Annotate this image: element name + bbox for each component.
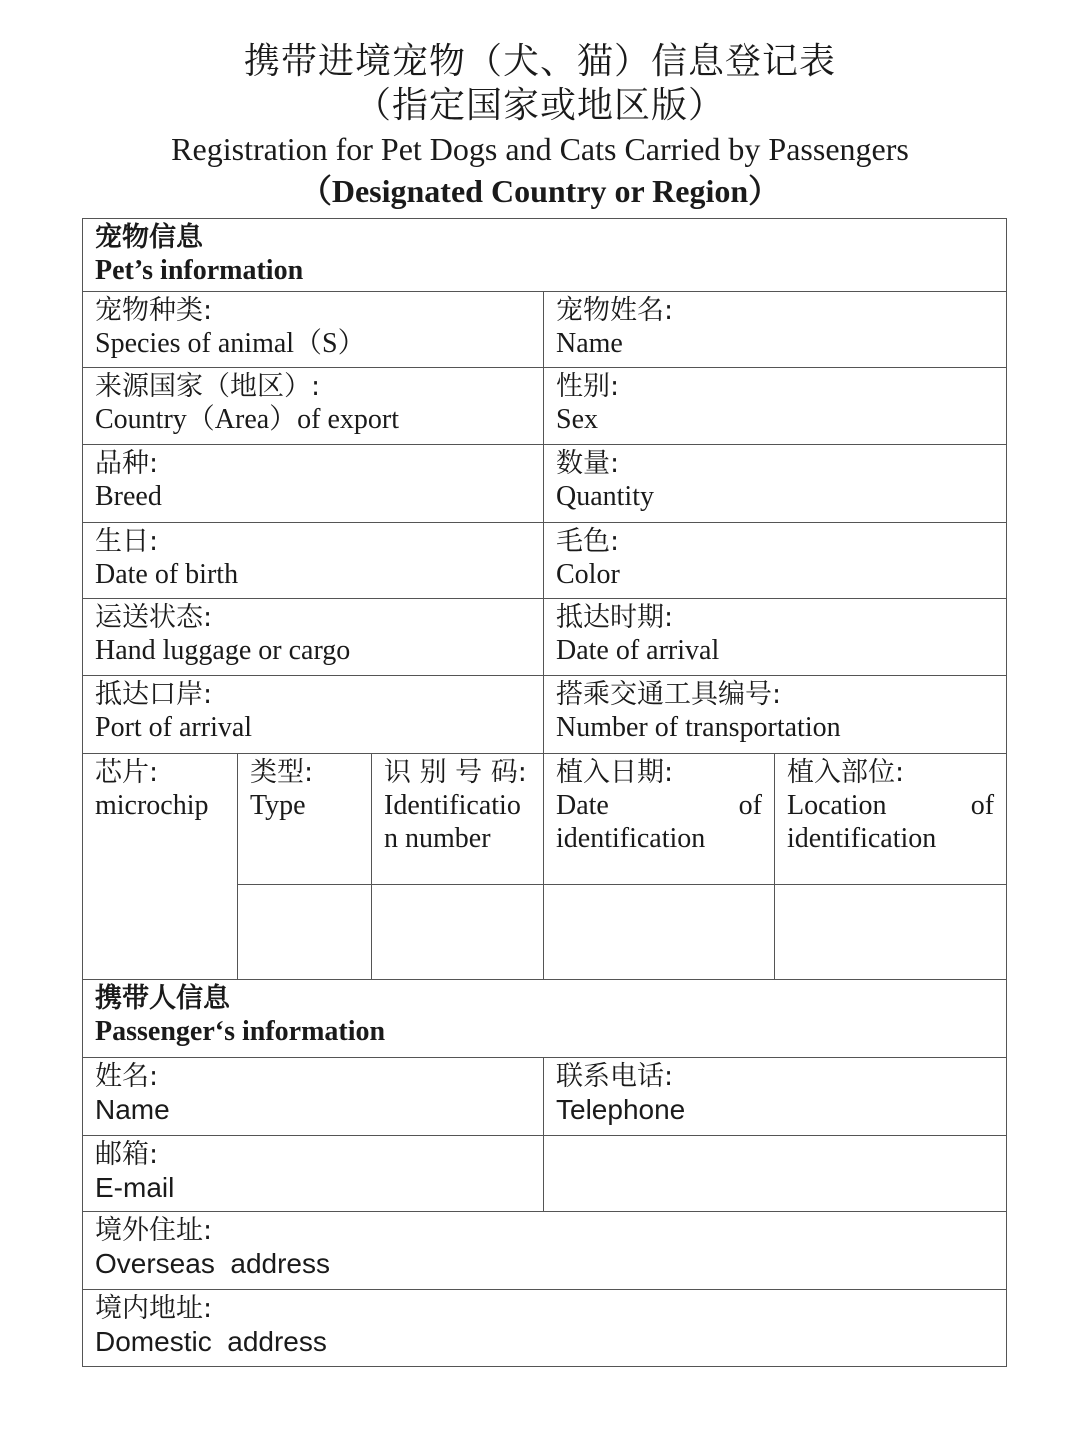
chip-id-input[interactable] bbox=[372, 885, 544, 980]
birth-field[interactable] bbox=[83, 523, 544, 599]
passenger-name-label-cn: 姓名: bbox=[95, 1061, 159, 1092]
implant-location-label-cn: 植入部位: bbox=[787, 757, 905, 788]
implant-location-input[interactable] bbox=[775, 885, 1007, 980]
title-cn-line2: （指定国家或地区版） bbox=[354, 85, 725, 126]
table-row bbox=[83, 1290, 1007, 1367]
table-row bbox=[83, 1212, 1007, 1290]
sex-field[interactable] bbox=[544, 368, 1007, 445]
implant-location-header bbox=[775, 754, 1007, 885]
microchip-header-row bbox=[83, 754, 1007, 885]
overseas-address-field[interactable] bbox=[83, 1212, 1007, 1290]
pet-section-title-cn: 宠物信息 bbox=[95, 222, 203, 253]
email-label-en: E-mail bbox=[95, 1172, 175, 1203]
country-label-en: Country（Area）of export bbox=[95, 404, 400, 435]
transport-number-label-cn: 搭乘交通工具编号: bbox=[556, 679, 782, 710]
transport-status-label-cn: 运送状态: bbox=[95, 602, 213, 633]
pet-section-row bbox=[83, 219, 1007, 292]
transport-status-label-en: Hand luggage or cargo bbox=[95, 635, 351, 666]
chip-type-label-en: Type bbox=[250, 790, 306, 821]
microchip-label-cell bbox=[83, 754, 238, 980]
table-row bbox=[83, 1136, 1007, 1212]
port-label-en: Port of arrival bbox=[95, 712, 253, 743]
species-field[interactable] bbox=[83, 292, 544, 368]
table-row bbox=[83, 368, 1007, 445]
domestic-address-label-cn: 境内地址: bbox=[95, 1293, 213, 1324]
title-cn-line1: 携带进境宠物（犬、猫）信息登记表 bbox=[243, 41, 836, 82]
chip-id-label-cn: 识 别 号 码: bbox=[384, 757, 527, 788]
transport-number-label-en: Number of transportation bbox=[556, 712, 841, 743]
chip-type-header bbox=[238, 754, 372, 885]
pet-section-title-en: Pet’s information bbox=[95, 255, 304, 286]
color-label-en: Color bbox=[556, 559, 620, 590]
telephone-field[interactable] bbox=[544, 1058, 1007, 1136]
telephone-label-cn: 联系电话: bbox=[556, 1061, 674, 1092]
table-row bbox=[83, 599, 1007, 676]
telephone-label-en: Telephone bbox=[556, 1094, 686, 1125]
chip-type-label-cn: 类型: bbox=[250, 757, 314, 788]
country-label-cn: 来源国家（地区）: bbox=[95, 371, 321, 402]
passenger-section-title-en: Passenger‘s information bbox=[95, 1016, 386, 1047]
microchip-label-en: microchip bbox=[95, 790, 209, 821]
quantity-field[interactable] bbox=[544, 445, 1007, 523]
implant-date-input[interactable] bbox=[544, 885, 775, 980]
table-row bbox=[83, 292, 1007, 368]
breed-label-cn: 品种: bbox=[95, 448, 159, 479]
table-row bbox=[83, 445, 1007, 523]
email-blank-cell[interactable] bbox=[544, 1136, 1007, 1212]
email-label-cn: 邮箱: bbox=[95, 1139, 159, 1170]
species-label-cn: 宠物种类: bbox=[95, 295, 213, 326]
table-row bbox=[83, 523, 1007, 599]
chip-type-input[interactable] bbox=[238, 885, 372, 980]
port-label-cn: 抵达口岸: bbox=[95, 679, 213, 710]
domestic-address-label-en: Domestic address bbox=[95, 1326, 327, 1357]
table-row bbox=[83, 1058, 1007, 1136]
registration-form-table bbox=[82, 218, 1007, 1367]
pet-name-label-en: Name bbox=[556, 328, 623, 359]
title-en-line1: Registration for Pet Dogs and Cats Carried by Passengers bbox=[171, 131, 909, 167]
arrival-date-label-en: Date of arrival bbox=[556, 635, 720, 666]
overseas-address-label-cn: 境外住址: bbox=[95, 1215, 213, 1246]
quantity-label-en: Quantity bbox=[556, 481, 654, 512]
port-field[interactable] bbox=[83, 676, 544, 754]
pet-name-field[interactable] bbox=[544, 292, 1007, 368]
arrival-date-field[interactable] bbox=[544, 599, 1007, 676]
implant-date-label-cn: 植入日期: bbox=[556, 757, 674, 788]
breed-field[interactable] bbox=[83, 445, 544, 523]
transport-number-field[interactable] bbox=[544, 676, 1007, 754]
form-header bbox=[0, 40, 1080, 212]
microchip-label-cn: 芯片: bbox=[95, 757, 159, 788]
domestic-address-field[interactable] bbox=[83, 1290, 1007, 1367]
transport-status-field[interactable] bbox=[83, 599, 544, 676]
birth-label-en: Date of birth bbox=[95, 559, 239, 590]
email-field[interactable] bbox=[83, 1136, 544, 1212]
passenger-section-title-cn: 携带人信息 bbox=[95, 983, 230, 1014]
implant-location-label-en: Location of identification bbox=[787, 790, 995, 854]
passenger-section-row bbox=[83, 980, 1007, 1058]
country-field[interactable] bbox=[83, 368, 544, 445]
color-field[interactable] bbox=[544, 523, 1007, 599]
title-en-line2: （Designated Country or Region） bbox=[299, 173, 781, 209]
implant-date-label-en: Date of identification bbox=[556, 790, 762, 854]
breed-label-en: Breed bbox=[95, 481, 162, 512]
birth-label-cn: 生日: bbox=[95, 526, 159, 557]
table-row bbox=[83, 676, 1007, 754]
quantity-label-cn: 数量: bbox=[556, 448, 620, 479]
passenger-name-label-en: Name bbox=[95, 1094, 170, 1125]
pet-name-label-cn: 宠物姓名: bbox=[556, 295, 674, 326]
sex-label-en: Sex bbox=[556, 404, 598, 435]
species-label-en: Species of animal（S） bbox=[95, 328, 366, 359]
arrival-date-label-cn: 抵达时期: bbox=[556, 602, 674, 633]
passenger-name-field[interactable] bbox=[83, 1058, 544, 1136]
passenger-section-header bbox=[83, 980, 1007, 1058]
pet-section-header bbox=[83, 219, 1007, 292]
color-label-cn: 毛色: bbox=[556, 526, 620, 557]
overseas-address-label-en: Overseas address bbox=[95, 1248, 330, 1279]
chip-id-header bbox=[372, 754, 544, 885]
implant-date-header bbox=[544, 754, 775, 885]
sex-label-cn: 性别: bbox=[556, 371, 620, 402]
chip-id-label-en: Identification number bbox=[384, 790, 521, 854]
